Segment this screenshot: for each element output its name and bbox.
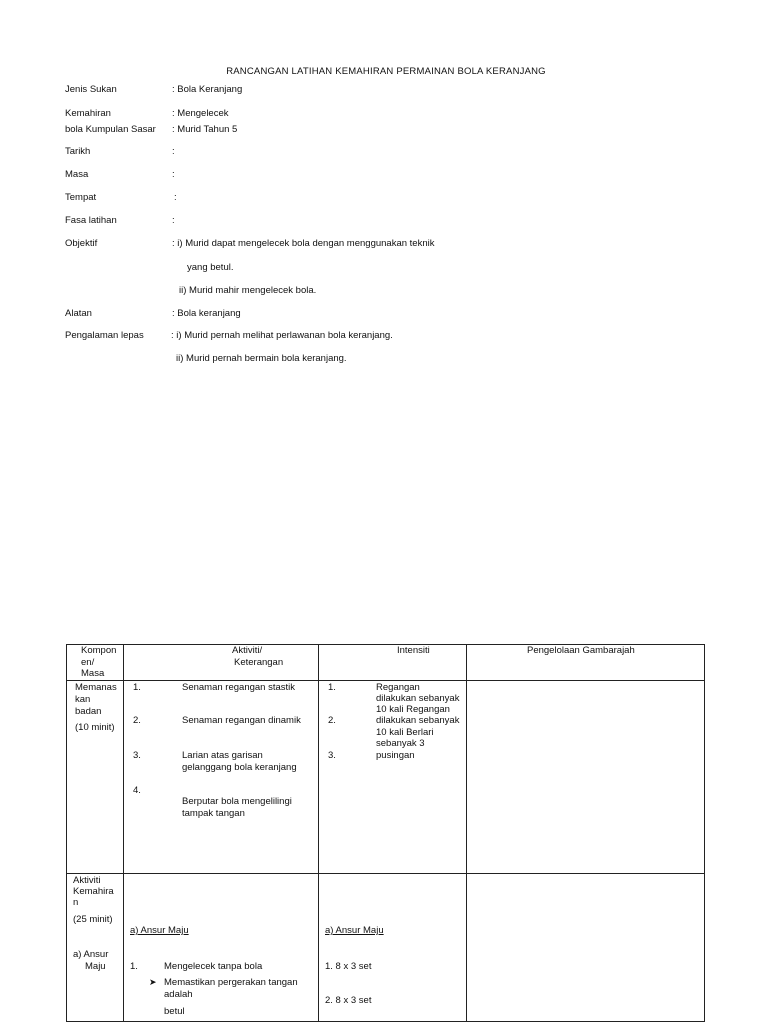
cell-aktiviti-kemahiran [124, 874, 319, 1022]
header-komponen: Kompon en/ Masa [67, 645, 124, 681]
field-value-objektif-2: ii) Murid mahir mengelecek bola. [179, 285, 317, 296]
field-value-pengalaman-2: ii) Murid pernah bermain bola keranjang. [176, 353, 347, 364]
bullet-text: adalah [164, 989, 193, 1000]
field-value-pengalaman-1: : i) Murid pernah melihat perlawanan bola keranjang. [171, 330, 393, 341]
field-value-masa: : [172, 169, 175, 180]
page-title: RANCANGAN LATIHAN KEMAHIRAN PERMAINAN BOLA KERANJANG [226, 66, 546, 77]
header-aktiviti: Aktiviti/ Keterangan [124, 645, 319, 681]
field-label-fasa-latihan: Fasa latihan [65, 215, 117, 226]
masa-10-minit: (10 minit) [75, 722, 115, 733]
cell-komponen-kemahiran: Aktiviti Kemahira n (25 minit) a) Ansur Maju [67, 874, 124, 1022]
field-value-kemahiran: : Mengelecek [172, 108, 229, 119]
bullet-text: Memastikan pergerakan tangan [164, 977, 298, 988]
field-label-tarikh: Tarikh [65, 146, 91, 157]
field-value-tempat: : [174, 192, 177, 203]
masa-25-minit: (25 minit) [73, 914, 113, 925]
field-label-objektif: Objektif [65, 238, 98, 249]
cell-komponen-memanaskan: Memanas kan badan (10 minit) [67, 681, 124, 874]
field-value-objektif-1: : i) Murid dapat mengelecek bola dengan menggunakan teknik [172, 238, 435, 249]
field-value-fasa-latihan: : [172, 215, 175, 226]
cell-intensiti-memanaskan: 1. 2. 3. Regangan dilakukan sebanyak 10 kali Regangan dilakukan sebanyak 10 kali Berlari sebanyak 3 pusingan [319, 681, 467, 874]
activity-num: 4. [133, 785, 141, 796]
ansur-maju-heading: a) Ansur Maju [130, 925, 189, 936]
field-value-objektif-1-cont: yang betul. [187, 262, 234, 273]
ansur-maju-heading: a) Ansur Maju [325, 925, 384, 936]
header-pengelolaan: Pengelolaan Gambarajah [467, 645, 705, 681]
field-label-kumpulan-sasar: bola Kumpulan Sasar [65, 124, 156, 135]
cell-pengelolaan-kemahiran [467, 874, 705, 1022]
field-label-masa: Masa [65, 169, 89, 180]
field-label-alatan: Alatan [65, 308, 92, 319]
field-label-jenis-sukan: Jenis Sukan [65, 84, 117, 95]
bullet-text: betul [164, 1006, 185, 1017]
table-row-memanaskan-badan [67, 681, 705, 874]
field-value-jenis-sukan: : Bola Keranjang [172, 84, 243, 95]
activity-num: 2. [133, 715, 141, 726]
cell-pengelolaan-memanaskan [467, 681, 705, 874]
activity-text: tampak tangan [182, 808, 245, 819]
activity-text: Senaman regangan stastik [182, 682, 296, 693]
field-label-kemahiran: Kemahiran [65, 108, 111, 119]
activity-text: Senaman regangan dinamik [182, 715, 301, 726]
activity-text: Mengelecek tanpa bola [164, 961, 263, 972]
cell-intensiti-kemahiran: a) Ansur Maju 1. 8 x 3 set 2. 8 x 3 set [319, 874, 467, 1022]
field-value-kumpulan-sasar: : Murid Tahun 5 [172, 124, 238, 135]
activity-text: gelanggang bola keranjang [182, 762, 297, 773]
header-intensiti: Intensiti [319, 645, 467, 681]
activity-text: Berputar bola mengelilingi [182, 796, 292, 807]
activity-num: 3. [133, 750, 141, 761]
table-row-aktiviti-kemahiran [67, 874, 705, 1022]
field-value-alatan: : Bola keranjang [172, 308, 241, 319]
activity-num: 1. [133, 682, 141, 693]
activity-num: 1. [130, 961, 138, 972]
lesson-plan-table [66, 644, 705, 1022]
cell-aktiviti-memanaskan [124, 681, 319, 874]
field-label-pengalaman-lepas: Pengalaman lepas [65, 330, 144, 341]
field-value-tarikh: : [172, 146, 175, 157]
activity-text: Larian atas garisan [182, 750, 263, 761]
field-label-tempat: Tempat [65, 192, 97, 203]
table-header-row [67, 645, 705, 681]
arrow-bullet-icon: ➤ [149, 977, 157, 987]
